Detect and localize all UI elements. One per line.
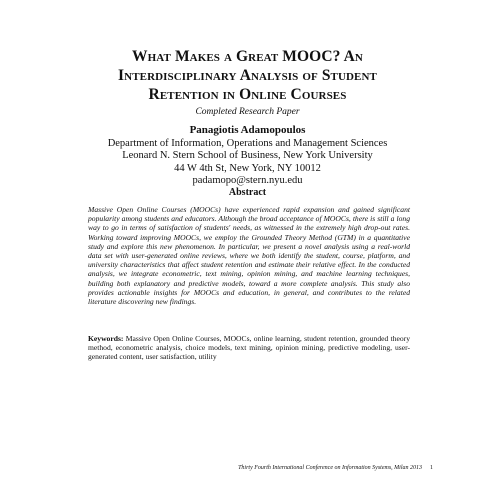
author-address: 44 W 4th St, New York, NY 10012 <box>174 162 321 174</box>
author-affiliation-line: Leonard N. Stern School of Business, New York University <box>122 150 373 161</box>
page-footer <box>238 464 433 472</box>
page-number: 1 <box>430 465 433 471</box>
paper-title-line: Interdisciplinary Analysis of Student <box>118 67 377 84</box>
paper-title <box>60 47 435 104</box>
paper-type: Completed Research Paper <box>195 107 300 117</box>
keywords-label: Keywords: <box>88 334 124 343</box>
author-email: padamopo@stern.nyu.edu <box>192 175 303 186</box>
keywords-paragraph <box>88 334 410 362</box>
author-affiliation-line: Department of Information, Operations and Management Sciences <box>107 137 388 149</box>
footer-conference: Thirty Fourth International Conference on Information Systems, Milan 2013 <box>238 465 422 471</box>
author-block <box>60 124 435 188</box>
paper-title-line: What Makes a Great MOOC? An <box>132 48 363 65</box>
abstract-text: Massive Open Online Courses (MOOCs) have experienced rapid expansion and gained significant popularity among students and educators. Although the broad acceptance of MOOCs, there is still a long way to go in terms of satisfaction of students' needs, as witnessed in the extremely high drop-out rates. Working toward improving MOOCs, we employ the Grounded Theory Method (GTM) in a quantitative study and explore this new phenomenon. In particular, we present a novel analysis using a real-world data set with user-generated online reviews, where we both identify the student, course, platform, and university characteristics that affect student retention and estimate their relative effect. In the conducted analysis, we integrate econometric, text mining, opinion mining, and machine learning techniques, building both explanatory and predictive models, toward a more complete analysis. This study also provides actionable insights for MOOCs and education, in general, and contributes to the related literature discovering new findings. <box>88 205 410 307</box>
abstract-heading: Abstract <box>228 187 267 198</box>
author-name: Panagiotis Adamopoulos <box>189 124 306 136</box>
paper-title-line: Retention in Online Courses <box>148 86 347 103</box>
keywords-list: Massive Open Online Courses, MOOCs, online learning, student retention, grounded theory method, econometric analysis, choice models, text mining, opinion mining, predictive modeling, user-generated content, user satisfaction, utility <box>88 334 410 362</box>
